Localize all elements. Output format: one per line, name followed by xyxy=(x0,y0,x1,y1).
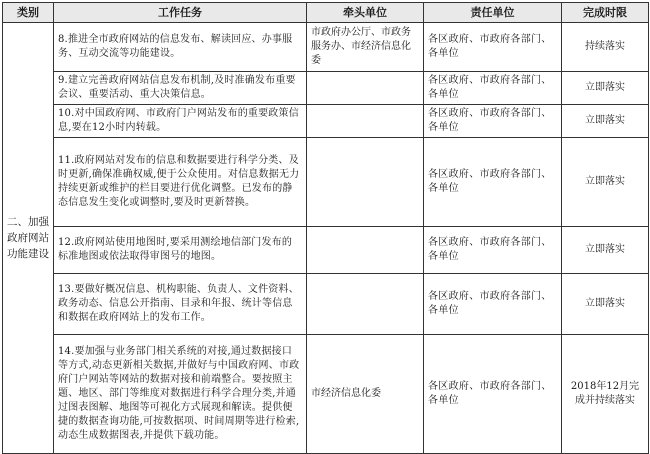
lead-unit-cell xyxy=(307,72,424,105)
lead-unit-cell: 市经济信息化委 xyxy=(307,335,424,454)
task-cell: 14.要加强与业务部门相关系统的对接,通过数据接口等方式,动态更新相关数据,并做好与中国政府网、市政府门户网站等网站的数据对接和前端整合。要按照主题、地区、部门等维度对数据进行科学合理分类,并通过图表图解、地图等可视化方式展现和解读。提供便捷的数据查询功能,可按数据项、时间周期等进行检索,动态生成数据图表,并提供下载功能。 xyxy=(54,335,307,454)
responsible-unit-cell: 各区政府、市政府各部门、各单位 xyxy=(424,72,562,105)
header-deadline: 完成时限 xyxy=(562,3,649,23)
responsible-unit-cell: 各区政府、市政府各部门、各单位 xyxy=(424,227,562,274)
lead-unit-cell xyxy=(307,138,424,227)
responsible-unit-cell: 各区政府、市政府各部门、各单位 xyxy=(424,335,562,454)
responsible-unit-cell: 各区政府、市政府各部门、各单位 xyxy=(424,105,562,138)
task-cell: 12.政府网站使用地图时,要采用测绘地信部门发布的标准地图或依法取得审图号的地图。 xyxy=(54,227,307,274)
lead-unit-cell xyxy=(307,227,424,274)
responsible-unit-cell: 各区政府、市政府各部门、各单位 xyxy=(424,23,562,72)
task-cell: 10.对中国政府网、市政府门户网站发布的重要政策信息,要在12小时内转载。 xyxy=(54,105,307,138)
table-row xyxy=(3,335,649,454)
deadline-cell: 立即落实 xyxy=(562,72,649,105)
table-row xyxy=(3,227,649,274)
task-table xyxy=(2,2,649,454)
responsible-unit-cell: 各区政府、市政府各部门、各单位 xyxy=(424,274,562,335)
responsible-unit-cell: 各区政府、市政府各部门、各单位 xyxy=(424,138,562,227)
header-task: 工作任务 xyxy=(54,3,307,23)
table-row xyxy=(3,274,649,335)
deadline-cell: 持续落实 xyxy=(562,23,649,72)
header-category: 类别 xyxy=(3,3,54,23)
deadline-cell: 立即落实 xyxy=(562,227,649,274)
table-row xyxy=(3,23,649,72)
lead-unit-cell xyxy=(307,105,424,138)
deadline-cell: 立即落实 xyxy=(562,105,649,138)
category-cell: 二、加强政府网站功能建设 xyxy=(3,23,54,454)
lead-unit-cell: 市政府办公厅、市政务服务办、市经济信息化委 xyxy=(307,23,424,72)
task-cell: 11.政府网站对发布的信息和数据要进行科学分类、及时更新,确保准确权威,便于公众使用。对信息数据无力持续更新或维护的栏目要进行优化调整。已发布的静态信息发生变化或调整时,要及时更新替换。 xyxy=(54,138,307,227)
task-cell: 8.推进全市政府网站的信息发布、解读回应、办事服务、互动交流等功能建设。 xyxy=(54,23,307,72)
header-row xyxy=(3,3,649,23)
table-row xyxy=(3,105,649,138)
header-responsible-unit: 责任单位 xyxy=(424,3,562,23)
task-cell: 13.要做好概况信息、机构职能、负责人、文件资料、政务动态、信息公开指南、目录和年报、统计等信息和数据在政府网站上的发布工作。 xyxy=(54,274,307,335)
table-row xyxy=(3,72,649,105)
header-lead-unit: 牵头单位 xyxy=(307,3,424,23)
lead-unit-cell xyxy=(307,274,424,335)
deadline-cell: 立即落实 xyxy=(562,138,649,227)
task-cell: 9.建立完善政府网站信息发布机制,及时准确发布重要会议、重要活动、重大决策信息。 xyxy=(54,72,307,105)
deadline-cell: 立即落实 xyxy=(562,274,649,335)
deadline-cell: 2018年12月完成并持续落实 xyxy=(562,335,649,454)
table-row xyxy=(3,138,649,227)
